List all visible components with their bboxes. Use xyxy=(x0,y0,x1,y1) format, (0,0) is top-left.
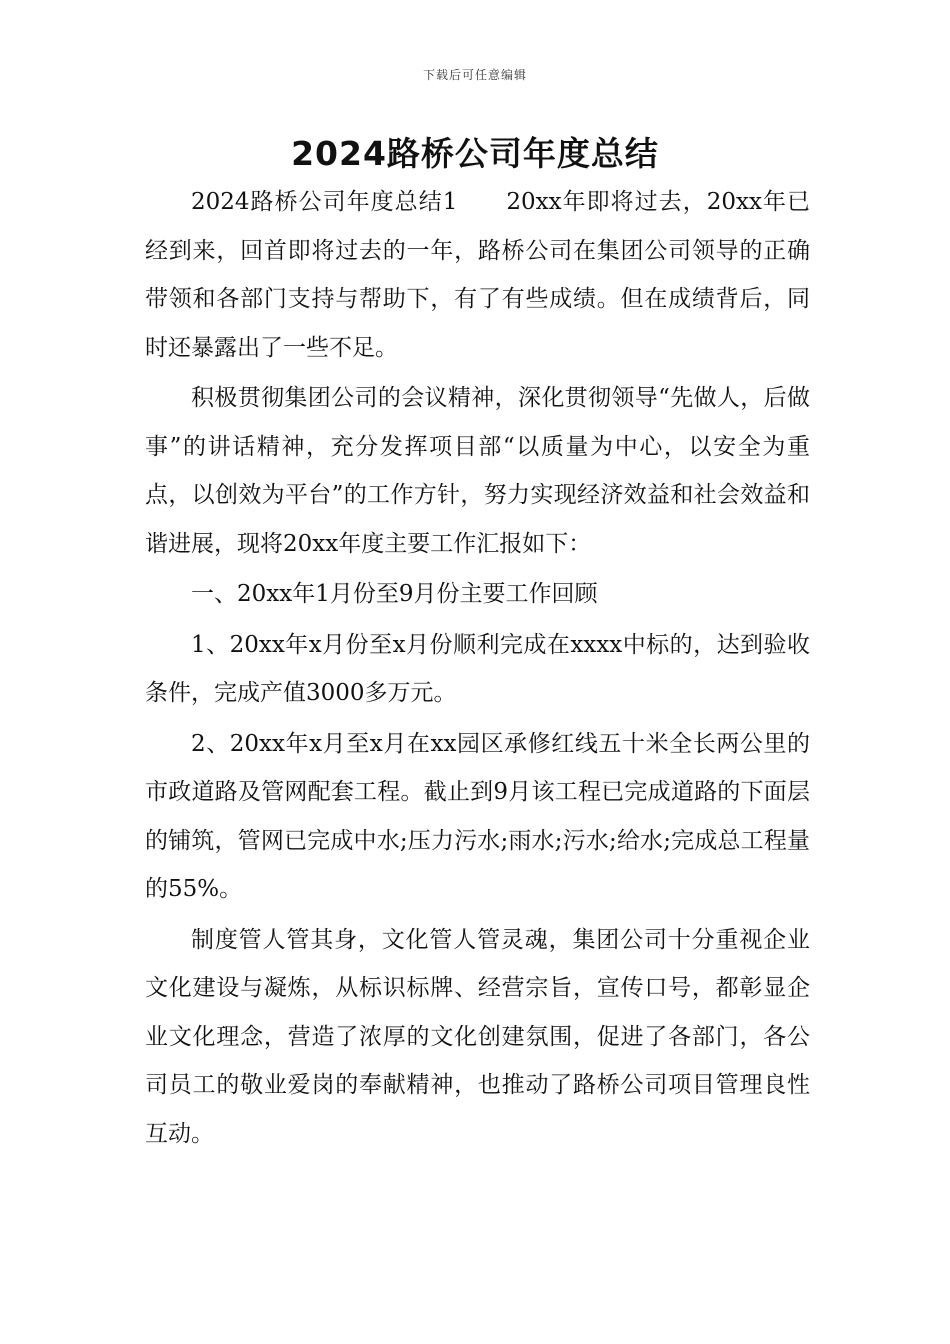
document-title: 2024路桥公司年度总结 xyxy=(291,134,659,173)
header-note: 下载后可任意编辑 xyxy=(422,68,527,82)
paragraph-item-1: 1、20xx年x月份至x月份顺利完成在xxxx中标的，达到验收条件，完成产值3000多万元。 xyxy=(145,631,810,706)
document-body xyxy=(145,178,810,1158)
section-heading-review: 一、20xx年1月份至9月份主要工作回顾 xyxy=(191,581,598,607)
paragraph-item-2: 2、20xx年x月至x月在xx园区承修红线五十米全长两公里的市政道路及管网配套工程。截止到9月该工程已完成道路的下面层的铺筑，管网已完成中水;压力污水;雨水;污水;给水;完成总工程量的55%。 xyxy=(145,730,810,902)
paragraph-intro: 2024路桥公司年度总结1 20xx年即将过去，20xx年已经到来，回首即将过去的一年，路桥公司在集团公司领导的正确带领和各部门支持与帮助下，有了有些成绩。但在成绩背后，同时还暴露出了一些不足。 xyxy=(145,189,810,361)
paragraph-spirit: 积极贯彻集团公司的会议精神，深化贯彻领导“先做人，后做事”的讲话精神，充分发挥项目部“以质量为中心，以安全为重点，以创效为平台”的工作方针，努力实现经济效益和社会效益和谐进展，现将20xx年度主要工作汇报如下： xyxy=(145,385,810,557)
paragraph-culture: 制度管人管其身，文化管人管灵魂，集团公司十分重视企业文化建设与凝炼，从标识标牌、经营宗旨，宣传口号，都彰显企业文化理念，营造了浓厚的文化创建氛围，促进了各部门，各公司员工的敬业爱岗的奉献精神，也推动了路桥公司项目管理良性互动。 xyxy=(145,926,810,1147)
